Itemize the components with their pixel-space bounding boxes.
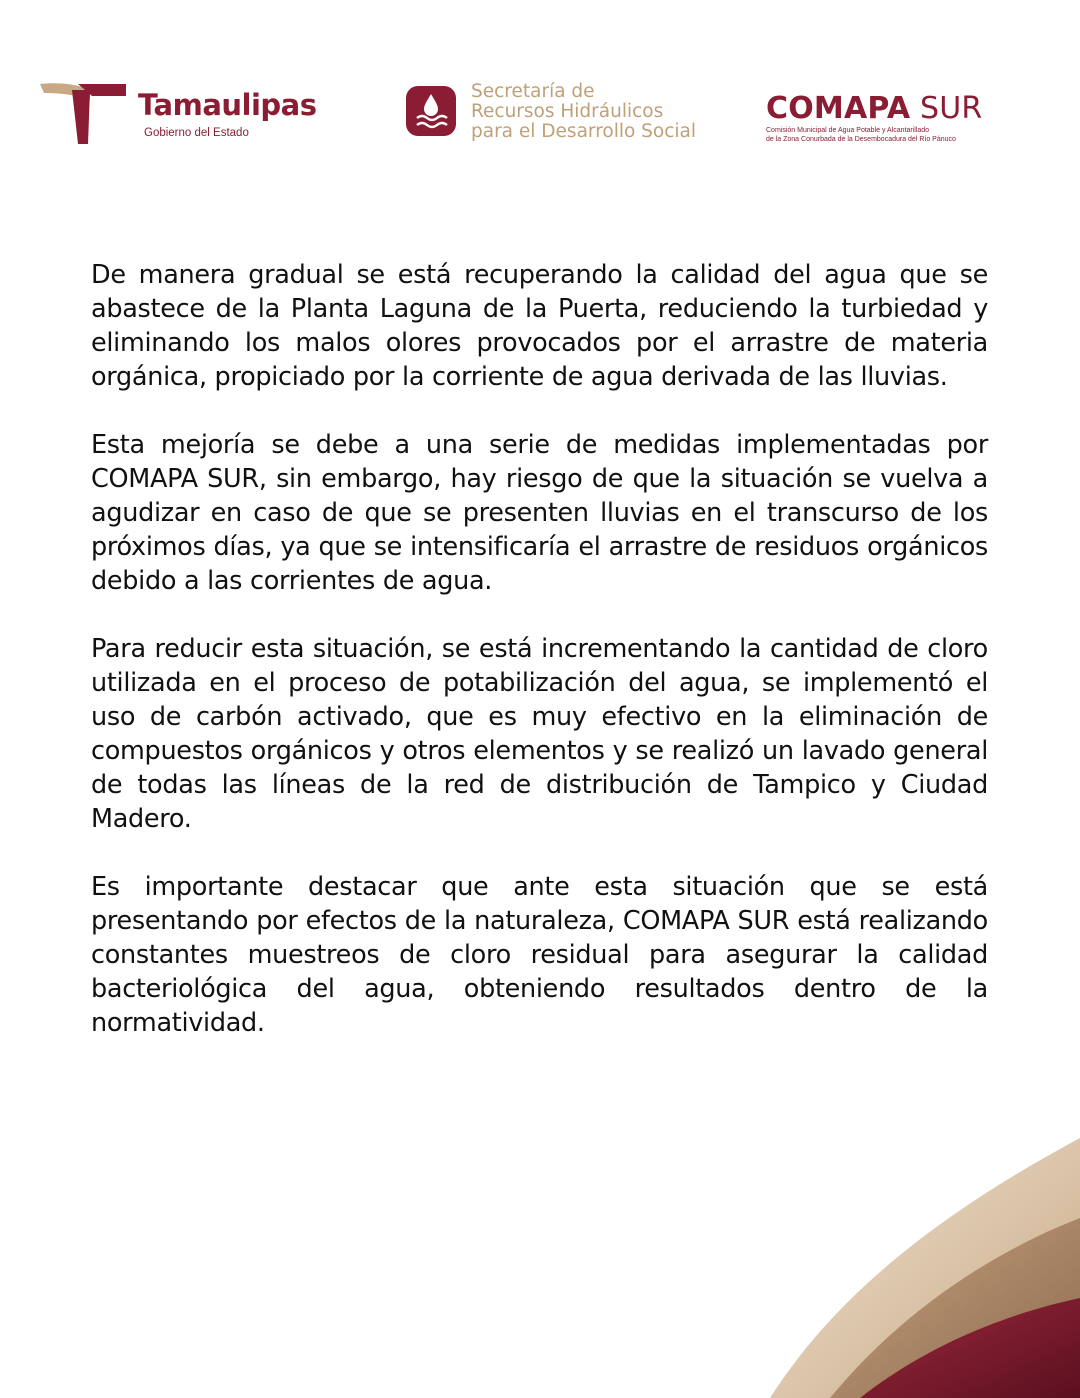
- tamaulipas-logo: [38, 78, 338, 150]
- paragraph-4: Es importante destacar que ante esta situación que se está presentando por efectos de la naturaleza, COMAPA SUR está realizando constantes muestreos de cloro residual para asegurar la calidad bacteriológica del agua, obteniendo resultados dentro de la normatividad.: [91, 872, 988, 1038]
- water-drop-icon: [404, 84, 458, 138]
- comapa-sur-logo: [766, 92, 1016, 148]
- decorative-swoosh: [600, 1138, 1080, 1398]
- tamaulipas-emblem-icon: [38, 78, 130, 148]
- secretaria-line-1: Secretaría de: [471, 81, 595, 102]
- paragraph-3: Para reducir esta situación, se está incrementando la cantidad de cloro utilizada en el proceso de potabilización del agua, se implementó el uso de carbón activado, que es muy efectivo en la eliminación de compuestos orgánicos y otros elementos y se realizó un lavado general de todas las líneas de la red de distribución de Tampico y Ciudad Madero.: [91, 634, 988, 834]
- comapa-subtitle-1: Comisión Municipal de Agua Potable y Alcantarillado: [766, 127, 930, 134]
- secretaria-line-2: Recursos Hidráulicos: [471, 101, 664, 122]
- paragraph-2: Esta mejoría se debe a una serie de medidas implementadas por COMAPA SUR, sin embargo, hay riesgo de que la situación se vuelva a agudizar en caso de que se presenten lluvias en el transcurso de los próximos días, ya que se intensificaría el arrastre de residuos orgánicos debido a las corrientes de agua.: [91, 430, 988, 596]
- secretaria-name: [471, 82, 696, 142]
- comapa-title-bold: COMAPA: [766, 91, 911, 126]
- tamaulipas-subtitle: Gobierno del Estado: [144, 127, 249, 139]
- secretaria-line-3: para el Desarrollo Social: [471, 121, 697, 142]
- tamaulipas-name: Tamaulipas: [138, 88, 317, 122]
- comapa-title: [766, 92, 1016, 126]
- paragraph-1: De manera gradual se está recuperando la calidad del agua que se abastece de la Planta Laguna de la Puerta, reduciendo la turbiedad y eliminando los malos olores provocados por el arrastre de materia orgánica, propiciado por la corriente de agua derivada de las lluvias.: [91, 260, 988, 392]
- header: [0, 0, 1080, 190]
- secretaria-logo: [404, 82, 724, 144]
- comapa-title-light: SUR: [920, 91, 983, 126]
- statement-body: [91, 258, 988, 1074]
- comapa-subtitle-2: de la Zona Conurbada de la Desembocadura del Río Pánuco: [766, 136, 956, 143]
